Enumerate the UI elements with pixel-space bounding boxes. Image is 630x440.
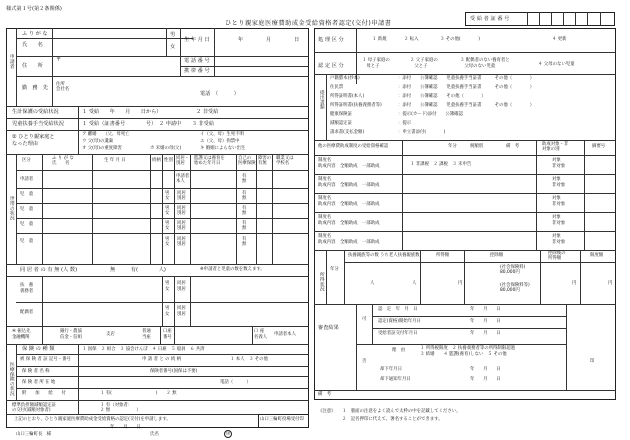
relation-value[interactable]: １ 本人 ３ その他 (230, 357, 268, 362)
reason-item-f[interactable]: カ 未婚の母(父) (150, 146, 182, 151)
hh-row-child3-sex[interactable]: 男 女 (165, 221, 170, 232)
hh-col-name: ふ り が な 氏 名 (52, 156, 74, 167)
processing-transfer[interactable]: ２ 転入 (404, 37, 419, 42)
processing-new[interactable]: １ 新規 (372, 37, 387, 42)
doc-juminhyo-label: 住民票 (330, 85, 344, 90)
declaration-date[interactable]: 年 月 日 (110, 425, 141, 430)
hh-col-sex: 性別 (164, 158, 173, 163)
doc-claim-label: 請求書(支払金額) (330, 130, 365, 135)
remarks-label: 備 考 (318, 392, 332, 397)
dependents-label: 同 居 者 の 有 無 (人 数) (20, 267, 78, 273)
insurer-number-label: 保険者番号(国保は不要) (150, 369, 198, 374)
account-types[interactable]: 普通 当座 (142, 329, 151, 340)
note-1: １ 裏面の注意をよく読んで太枠の中を記載してください。 (342, 409, 461, 414)
hh-col-category: 区分 (22, 158, 31, 163)
employer-sub: 住所 会社名 (56, 82, 70, 93)
hh-row-child1-status[interactable]: 同居 別居 (177, 191, 186, 202)
other-row-3-label[interactable]: 制度名 助成内容 全額助成 一部助成 (318, 196, 380, 208)
reason-item-b[interactable]: イ（父、母）生死不明 (200, 132, 244, 137)
insurance-type-label: 保 険 の 種 類 (22, 346, 55, 352)
doc-koseki-values[interactable]: ：添付 公簿確認 児童扶養手当証書 その他（ ） (398, 76, 535, 81)
account-holder-label: 口 座 名義人 (254, 329, 268, 340)
doc-income-family-label: 所得証明書(扶養義務者等) (330, 103, 382, 108)
review-stamp-label: 印 (590, 359, 595, 364)
other-row-4-target[interactable]: 対象 非対象 (552, 215, 566, 227)
reject-date-label: 却下年月日 (380, 367, 402, 372)
review-approved-label: 可 (362, 317, 367, 322)
seal-mark: ㊞ (225, 432, 231, 437)
name-label: 氏 名 (22, 42, 43, 48)
cert-option-4[interactable]: ４ 父母のない児童 (538, 62, 575, 67)
other-hdr-notes: 備 考 (506, 144, 520, 149)
insurer-address-label: 保 険 者 所 在 地 (22, 380, 56, 385)
hh-row-child2-label: 児 童 (20, 207, 34, 212)
income-deduction-1: (社会保険料) 80,000円 (500, 265, 526, 276)
doc-income-self-values[interactable]: ：添付 公簿確認 その他（ ） (398, 94, 486, 99)
sex-female[interactable]: 女 (170, 44, 176, 50)
address-label: 住 所 (22, 63, 43, 69)
stamp-label: 山口三輪町役場受付印 (260, 417, 304, 422)
hh-row-child1-label: 児 童 (20, 192, 34, 197)
review-row-cert-date-value[interactable]: 年 月 日 (470, 307, 501, 312)
income-hdr-dependents: 扶養親族等の数 (348, 253, 379, 258)
review-row-start-date: 認定(資格)開始年月日 (378, 319, 421, 324)
hh-row-child2-sex[interactable]: 男 女 (165, 206, 170, 217)
note-2: ２ 記名押印に代えて、署名することができます。 (342, 417, 443, 422)
birth-day: 日 (294, 37, 300, 43)
documents-side-label: 提出書類 (318, 90, 324, 110)
mobile-label: 携 帯 番 号 (184, 68, 210, 74)
spouse-cohab[interactable]: 同居 別居 (177, 306, 186, 317)
extra-benefit-label: 附 加 給 付 (22, 391, 66, 396)
other-row-2-label[interactable]: 制度名 助成内容 全額助成 一部助成 (318, 177, 380, 189)
insured-name-label: 被 保 険 者 証 記号・番号 (20, 357, 71, 362)
income-hdr-elderly: うち老人扶養親族数 (380, 253, 420, 258)
hh-col-custody: 監護又は養育を 始めた年月日 (194, 156, 225, 167)
hh-row-child4-insurance[interactable]: 有 無 (242, 237, 247, 248)
account-holder-sub: 申請者本人 (274, 332, 296, 337)
doc-income-self-label: 所得証明書(本人) (330, 94, 365, 99)
support-sex[interactable]: 男 女 (165, 281, 170, 292)
postal-mark: 〒 (56, 57, 62, 63)
doc-koseki-label: 戸籍謄本(抄本) (330, 76, 360, 81)
reject-date-value[interactable]: 年 月 日 (470, 367, 501, 372)
signature-name-label: 氏名 (150, 432, 159, 437)
hh-row-applicant-status: 申請者本人 (176, 174, 190, 185)
doc-income-family-values[interactable]: ：添付 公簿確認 児童扶養手当証書 その他（ ） (398, 103, 535, 108)
other-row-1-label[interactable]: 制度名 助成内容 全額助成 一部助成 (318, 158, 380, 170)
bank-label: ④ 振込先 金融機関 (12, 329, 31, 340)
hh-col-disability: 障害の 有無 (258, 156, 272, 167)
income-hdr-amount: 所得額 (436, 253, 450, 258)
other-programs-label: 他の医療費助成制度の受給資格確認 (318, 144, 389, 149)
doc-juminhyo-values[interactable]: ：添付 公簿確認 児童扶養手当証書 その他（ ） (398, 85, 535, 90)
reason-item-d[interactable]: エ（父、母）拘禁中 (200, 139, 240, 144)
hh-row-child2-insurance[interactable]: 有 無 (242, 206, 247, 217)
other-row-1-target[interactable]: 対象 非対象 (552, 158, 566, 170)
hh-row-child4-status[interactable]: 同居 別居 (177, 237, 186, 248)
income-hdr-limit: 限度額 (590, 253, 604, 258)
hh-col-cohabit: 同居・ 別居 (176, 156, 190, 167)
review-reason-label: 理 由 (392, 348, 406, 353)
income-after-unit: 円 (572, 281, 577, 286)
birth-year: 年 (238, 37, 244, 43)
reason-label: ② ひとり親家庭と なった理由 (12, 134, 55, 147)
review-row-issue-date: 受給者証交付年月日 (378, 331, 418, 336)
applicant-side-label: 申請者 (8, 54, 14, 69)
furigana-label: ふ り が な (22, 31, 48, 37)
other-hdr-target: 助成対象・非 対象の別 (542, 142, 569, 153)
extra-benefit-value[interactable]: １ 有( ) ２ 無 (100, 391, 177, 396)
birth-date-label: 生 年 月 日 (184, 37, 210, 43)
cert-option-2[interactable]: ２ 父子家庭の 父と子 (410, 58, 438, 69)
child-allowance-options[interactable]: １ 受給（証書番号 号） ２ 申請中 ３ 非受給 (82, 121, 215, 127)
hh-row-child3-status[interactable]: 同居 別居 (177, 221, 186, 232)
receipt-number-label: 受 給 者 証 番 号 (470, 16, 510, 22)
doc-claim-values[interactable]: ：申立書添付( ) (398, 130, 446, 135)
review-row-issue-date-value[interactable]: 年 月 日 (470, 331, 501, 336)
reject-notice-date-value[interactable]: 年 月 日 (470, 377, 501, 382)
reason-item-e[interactable]: オ 父(母)の重度障害 (82, 146, 122, 151)
welfare-label: 生計保護の受給状況 (12, 109, 59, 115)
hh-row-child4-sex[interactable]: 男 女 (165, 237, 170, 248)
hh-col-relation: 続柄 (152, 158, 161, 163)
support-obligor-label: 扶 養 義務者 (20, 283, 34, 294)
spouse-sex[interactable]: 男 女 (165, 306, 170, 317)
insurer-phone[interactable]: 電話（ ） (220, 380, 251, 385)
other-row-1-opts[interactable]: １ 非課税 ２ 課税 ３ 未申告 (410, 162, 472, 167)
income-side-label: 所得状況 (318, 272, 324, 292)
other-row-2-target[interactable]: 対象 非対象 (552, 177, 566, 189)
processing-label: 処 理 区 分 (318, 37, 344, 43)
form-number: 様式第１号(第２条関係) (6, 6, 62, 12)
review-reasons[interactable]: １ 所得税限度 ２ 扶養義務者等の所得制限超過 ３ 結婚 ４ 監護(養育)しない ５ その他 (420, 346, 515, 357)
income-dep-unit: 人 (370, 281, 375, 286)
insurance-side-label: 医療保険の状況 (8, 362, 14, 396)
relation-label: 申 請 者 と の 続 柄 (142, 357, 182, 362)
dependents-note: ※申請者と児童の数を数えます。 (200, 267, 265, 272)
child-allowance-label: 児童扶養手当受給状況 (12, 121, 64, 127)
processing-renew[interactable]: ４ 更新 (552, 37, 567, 42)
welfare-option-none[interactable]: ２ 非受給 (196, 109, 219, 115)
income-limit-unit: 円 (608, 281, 613, 286)
reduction-cert-value[interactable]: １ 有（対象者： ２ 無 ） (100, 403, 141, 414)
insurer-name-label: 保 険 者 名 称 (22, 369, 50, 374)
hh-row-child3-insurance[interactable]: 有 無 (242, 221, 247, 232)
insurance-types[interactable]: １ 国保 ２ 組合 ３ 協会けんぽ ４ 日雇 ５ 船員 ６ 共済 (82, 347, 205, 352)
doc-reduction-label: 減額認定証 (330, 121, 352, 126)
sex-male[interactable]: 男 (170, 32, 176, 38)
cert-option-3[interactable]: ３ 配偶者のない養育者と 父母のない児童 (460, 58, 510, 69)
support-cohab[interactable]: 同居 別居 (177, 281, 186, 292)
other-row-5-label[interactable]: 制度名 助成内容 全額助成 一部助成 (318, 234, 380, 246)
dependents-value[interactable]: 無 有( 人) (110, 267, 166, 273)
birth-month: 月 (266, 37, 272, 43)
other-hdr-code: 摘要号 (592, 144, 606, 149)
other-hdr-year: 年分 (448, 144, 457, 149)
form-title: ひとり親家庭医療費助成金受給資格者認定(交付)申請書 (225, 20, 392, 27)
doc-reduction-values[interactable]: ：提示 (398, 121, 412, 126)
hh-row-child2-status[interactable]: 同居 別居 (177, 206, 186, 217)
hh-row-child1-insurance[interactable]: 有 無 (242, 191, 247, 202)
review-row-cert-date: 認 定 年 月 日 (378, 307, 418, 312)
recipient: 山口三輪町長 様 (16, 432, 52, 437)
review-row-start-date-value[interactable]: 年 月 日 (470, 319, 501, 324)
other-hdr-tax: 税額別 (470, 144, 484, 149)
hh-row-child3-label: 児 童 (20, 222, 34, 227)
employer-label: 勤 務 先 (22, 85, 48, 91)
hh-row-child4-label: 児 童 (20, 239, 34, 244)
review-rejected-label: 否 (362, 359, 367, 364)
notes-label: 《注意》 (318, 409, 336, 414)
other-row-4-label[interactable]: 制度名 助成内容 全額助成 一部助成 (318, 215, 380, 227)
hh-col-birth: 生 年 月 日 (104, 158, 126, 163)
other-row-3-target[interactable]: 対象 非対象 (552, 196, 566, 208)
income-year-label: 年分 (330, 267, 339, 272)
reason-item-c[interactable]: ウ 父(母)の遺棄 (82, 139, 114, 144)
declaration-text: 上記のとおり、ひとり親家庭医療費助成金受給資格の認定(交付)を申請します。 (14, 417, 171, 422)
income-deduction-2: (社会保険料等) 80,000円 (500, 283, 530, 294)
doc-insurance-card-values[interactable]: ：提示(カード)添付 公簿確認 (398, 112, 463, 117)
employer-phone[interactable]: 電話 （ ） (200, 91, 239, 97)
income-hdr-after: 控除後の 所得額 (548, 251, 566, 262)
processing-other[interactable]: ３ その他( ) (440, 37, 480, 42)
reject-notice-date-label: 却下通知年月日 (380, 377, 411, 382)
reason-item-a[interactable]: ア 離婚 （父、母死亡 (82, 132, 130, 137)
hh-col-school: 職業又は 学校名 (276, 156, 294, 167)
doc-insurance-card-label: 健康保険証 (330, 112, 352, 117)
other-row-5-target[interactable]: 対象 非対象 (552, 234, 566, 246)
reason-item-g[interactable]: キ 婚姻によらない出生 (200, 146, 246, 151)
household-side-label: 世帯の状況 (8, 196, 14, 220)
reduction-cert-label: 標準負担額減額認定証 の交付(減額対象者) (12, 403, 56, 414)
bank-branch: 支店 (106, 332, 115, 337)
hh-col-insurance: 自己の 医療保険 (238, 156, 256, 167)
cert-category-label: 認 定 区 分 (318, 63, 344, 69)
hh-row-applicant-label: 申請者 (20, 177, 34, 182)
phone-label: 電 話 番 号 (184, 58, 210, 64)
hh-row-applicant-insurance[interactable]: 有 無 (242, 174, 247, 185)
spouse-label: 配偶者 (20, 310, 34, 315)
bank-types[interactable]: 銀行・農協 信金・信組 (60, 329, 82, 340)
account-number-label: 口座 番号 (163, 329, 172, 340)
income-amount-unit: 円 (458, 281, 463, 286)
cert-option-1[interactable]: １ 母子家庭の 母と子 (362, 58, 390, 69)
income-hdr-deduction: 控除額 (490, 253, 504, 258)
welfare-option-receive[interactable]: １ 受給 年 月 日から） (82, 109, 162, 115)
hh-row-child1-sex[interactable]: 男 女 (165, 191, 170, 202)
review-label: 審査結果 (318, 325, 339, 331)
income-elderly-unit: 人 (412, 281, 417, 286)
